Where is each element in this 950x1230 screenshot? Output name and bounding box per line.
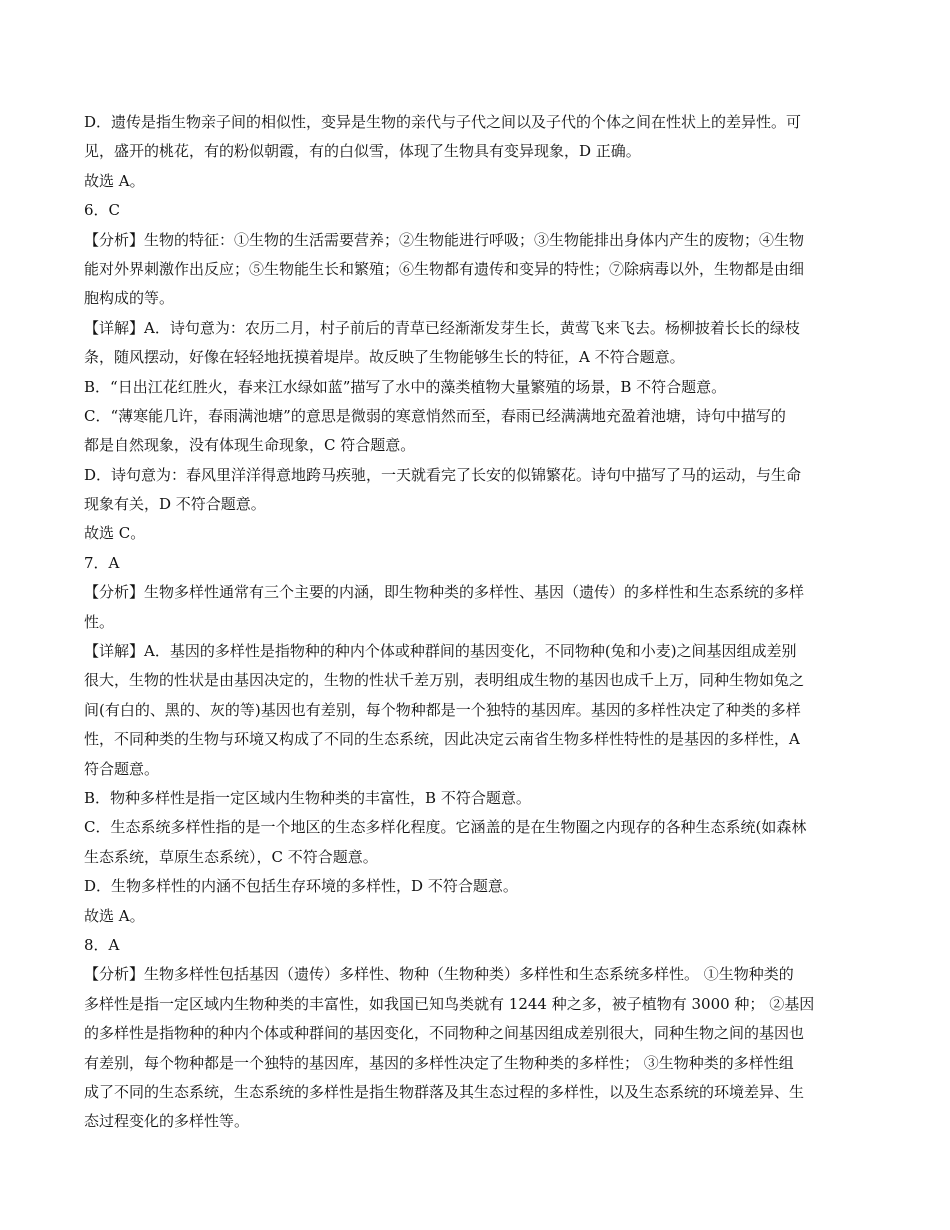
text-line-q7-analysis-2: 性。 xyxy=(84,612,115,631)
text-line-q7-detail-a-3: 间(有白的、黑的、灰的等)基因也有差别，每个物种都是一个独特的基因库。基因的多样性决定了种类的多样 xyxy=(84,700,801,719)
text-line-q6-analysis-3: 胞构成的等。 xyxy=(84,289,175,308)
text-line-q8-analysis-1: 【分析】生物多样性包括基因（遗传）多样性、物种（生物种类）多样性和生态系统多样性。 ①生物种类的 xyxy=(84,965,794,984)
text-line-q6-detail-d-2: 现象有关，D 不符合题意。 xyxy=(84,495,266,514)
text-line-q5-d-1: D．遗传是指生物亲子间的相似性，变异是生物的亲代与子代之间以及子代的个体之间在性状上的差异性。可 xyxy=(84,113,802,131)
text-line-q6-answer: 故选 C。 xyxy=(84,524,146,543)
text-line-q6-detail-c-1: C．“薄寒能几许，春雨满池塘”的意思是微弱的寒意悄然而至，春雨已经满满地充盈着池塘，诗句中描写的 xyxy=(84,406,786,425)
text-line-q6-detail-a-1: 【详解】A．诗句意为：农历二月，村子前后的青草已经渐渐发芽生长，黄莺飞来飞去。杨柳披着长长的绿枝 xyxy=(84,318,800,337)
text-line-q8-analysis-3: 的多样性是指物种的种内个体或种群间的基因变化，不同物种之间基因组成差别很大，同种生物之间的基因也 xyxy=(84,1024,805,1043)
text-line-q6-analysis-2: 能对外界刺激作出反应；⑤生物能生长和繁殖；⑥生物都有遗传和变异的特性；⑦除病毒以外，生物都是由细 xyxy=(84,259,805,278)
text-line-q7-detail-b: B．物种多样性是指一定区域内生物种类的丰富性，B 不符合题意。 xyxy=(84,788,531,807)
text-line-q7-detail-a-4: 性，不同种类的生物与环境又构成了不同的生态系统，因此决定云南省生物多样性特性的是基因的多样性，A xyxy=(84,730,800,749)
text-line-q7-detail-c-2: 生态系统，草原生态系统），C 不符合题意。 xyxy=(84,847,378,866)
question-6-heading: 6．C xyxy=(84,201,121,220)
text-line-q6-analysis-1: 【分析】生物的特征：①生物的生活需要营养；②生物能进行呼吸；③生物能排出身体内产生的废物；④生物 xyxy=(84,230,805,249)
text-line-q6-detail-d-1: D．诗句意为：春风里洋洋得意地跨马疾驰，一天就看完了长安的似锦繁花。诗句中描写了马的运动，与生命 xyxy=(84,465,802,484)
text-line-q7-detail-c-1: C．生态系统多样性指的是一个地区的生态多样化程度。它涵盖的是在生物圈之内现存的各种生态系统(如森林 xyxy=(84,818,807,837)
text-line-q8-analysis-4: 有差别，每个物种都是一个独特的基因库，基因的多样性决定了生物种类的多样性； ③生物种类的多样性组 xyxy=(84,1053,794,1072)
text-line-q7-detail-d: D．生物多样性的内涵不包括生存环境的多样性，D 不符合题意。 xyxy=(84,877,518,896)
text-line-q6-detail-c-2: 都是自然现象，没有体现生命现象，C 符合题意。 xyxy=(84,436,416,455)
text-line-q7-detail-a-5: 符合题意。 xyxy=(84,759,160,778)
question-7-heading: 7．A xyxy=(84,553,120,572)
text-line-q6-detail-b: B．“日出江花红胜火，春来江水绿如蓝”描写了水中的藻类植物大量繁殖的场景，B 不符合题意。 xyxy=(84,377,727,396)
text-line-q7-detail-a-2: 很大，生物的性状是由基因决定的，生物的性状千差万别，表明组成生物的基因也成千上万，同种生物如兔之 xyxy=(84,671,805,690)
question-8-heading: 8．A xyxy=(84,935,120,954)
text-line-q8-analysis-5: 成了不同的生态系统，生态系统的多样性是指生物群落及其生态过程的多样性，以及生态系统的环境差异、生 xyxy=(84,1082,805,1101)
text-line-q8-analysis-2: 多样性是指一定区域内生物种类的丰富性，如我国已知鸟类就有 1244 种之多，被子植物有 3000 种； ②基因 xyxy=(84,994,815,1013)
document-page xyxy=(84,108,870,1137)
text-line-q8-analysis-6: 态过程变化的多样性等。 xyxy=(84,1112,250,1131)
text-line-q7-detail-a-1: 【详解】A．基因的多样性是指物种的种内个体或种群间的基因变化，不同物种(兔和小麦)之间基因组成差别 xyxy=(84,642,797,661)
text-line-q7-analysis-1: 【分析】生物多样性通常有三个主要的内涵，即生物种类的多样性、基因（遗传）的多样性和生态系统的多样 xyxy=(84,583,805,602)
text-line-q5-answer: 故选 A。 xyxy=(84,171,145,190)
text-line-q7-answer: 故选 A。 xyxy=(84,906,145,925)
text-line-q6-detail-a-2: 条，随风摆动，好像在轻轻地抚摸着堤岸。故反映了生物能够生长的特征，A 不符合题意。 xyxy=(84,348,685,367)
text-line-q5-d-2: 见，盛开的桃花，有的粉似朝霞，有的白似雪，体现了生物具有变异现象，D 正确。 xyxy=(84,142,641,161)
